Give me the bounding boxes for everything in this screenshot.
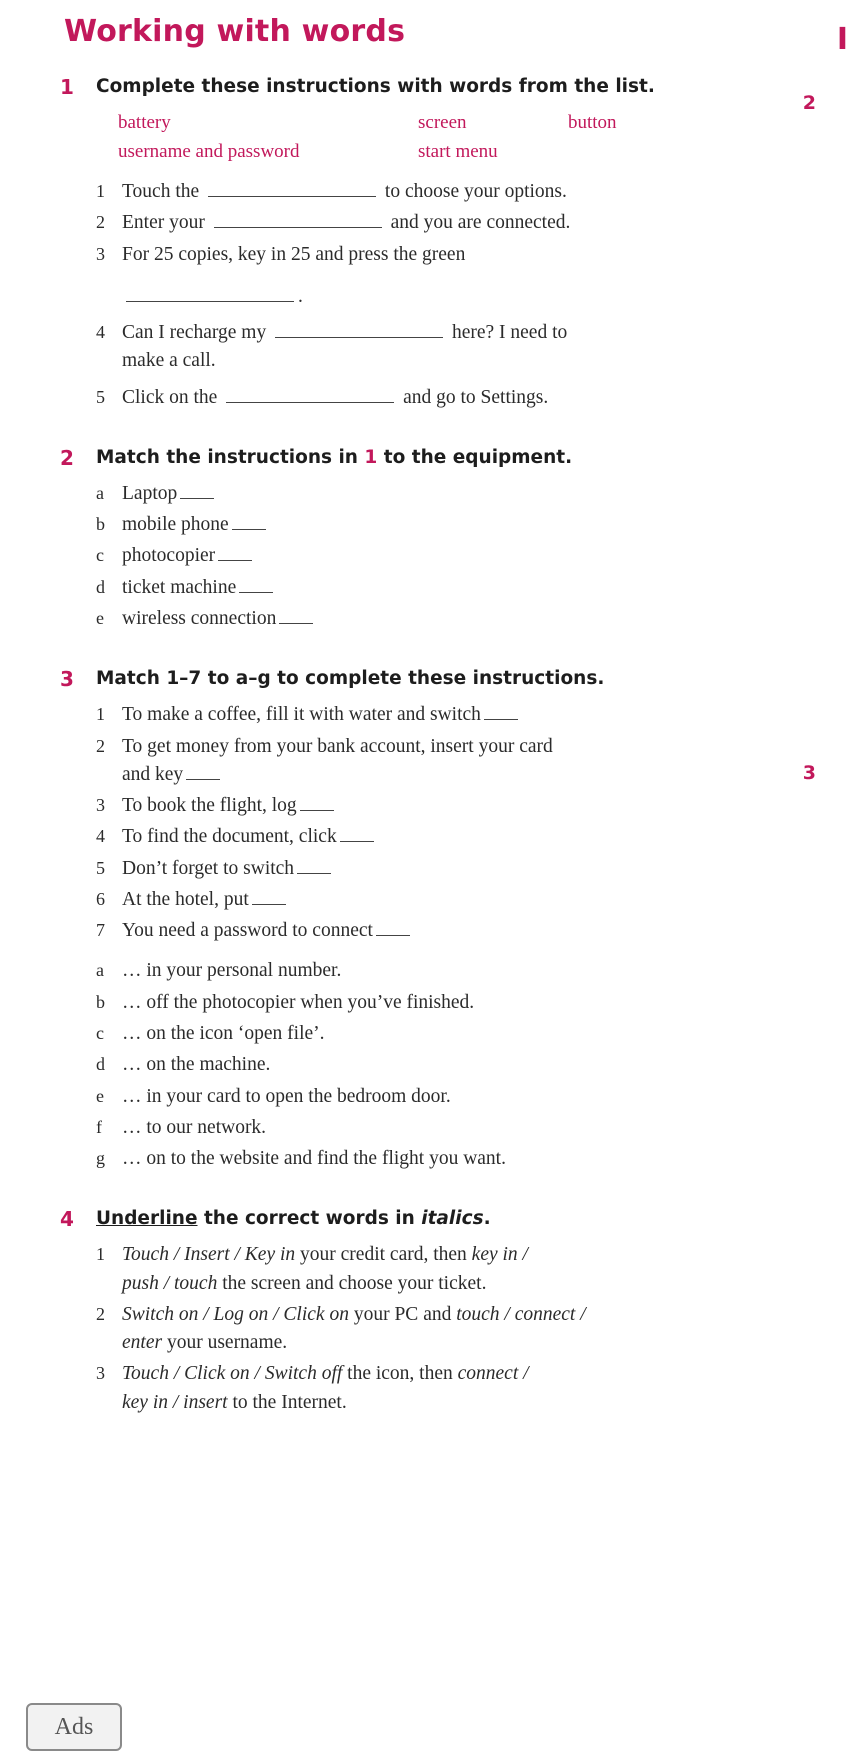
exercise-2 bbox=[60, 446, 760, 633]
list-item bbox=[96, 855, 760, 883]
heading-part-b: to the equipment. bbox=[377, 446, 573, 468]
answer-blank[interactable] bbox=[239, 577, 273, 593]
answer-blank[interactable] bbox=[275, 321, 443, 339]
item-label: a bbox=[96, 482, 104, 503]
list-item bbox=[96, 701, 760, 729]
list-item bbox=[96, 733, 760, 790]
item-text bbox=[122, 792, 760, 820]
list-item bbox=[96, 1241, 760, 1298]
right-column-title: I bbox=[836, 22, 848, 57]
item-label: f bbox=[96, 1116, 102, 1137]
item-label: g bbox=[96, 1148, 105, 1169]
list-item bbox=[96, 886, 760, 914]
item-label: 2 bbox=[96, 212, 105, 233]
answer-blank[interactable] bbox=[126, 284, 294, 302]
list-item bbox=[96, 792, 760, 820]
exercise-4-body bbox=[96, 1241, 760, 1417]
item-text bbox=[122, 1241, 760, 1298]
list-item bbox=[96, 542, 760, 570]
list-item bbox=[96, 319, 760, 376]
item-label: 3 bbox=[96, 795, 105, 816]
list-item bbox=[96, 241, 760, 312]
item-text-value: To book the flight, log bbox=[122, 795, 297, 817]
item-label: 5 bbox=[96, 857, 105, 878]
exercise-4 bbox=[60, 1207, 760, 1417]
item-second-line bbox=[122, 1270, 760, 1298]
item-second-line bbox=[122, 283, 760, 311]
item-label: a bbox=[96, 960, 104, 981]
item-label: c bbox=[96, 1022, 104, 1043]
answer-blank[interactable] bbox=[180, 483, 214, 499]
main-column bbox=[60, 14, 760, 1435]
word-bank-row bbox=[118, 109, 760, 138]
item-text-a: Can I recharge my bbox=[122, 322, 272, 344]
exercise-2-number: 2 bbox=[60, 445, 74, 470]
item-text-value: Don’t forget to switch bbox=[122, 857, 295, 879]
item-continuation bbox=[122, 761, 760, 789]
plain-text-a: your credit card, then bbox=[295, 1244, 472, 1266]
list-item bbox=[96, 384, 760, 412]
exercise-4-number: 4 bbox=[60, 1207, 74, 1232]
item-label: 2 bbox=[96, 1303, 105, 1324]
list-item bbox=[96, 1114, 760, 1142]
answer-blank[interactable] bbox=[297, 858, 331, 874]
item-label: 5 bbox=[96, 386, 105, 407]
italic-options-b[interactable]: connect / bbox=[457, 1363, 529, 1385]
item-text-value: mobile phone bbox=[122, 514, 229, 536]
answer-blank[interactable] bbox=[252, 889, 286, 905]
item-label: b bbox=[96, 991, 105, 1012]
list-item bbox=[96, 1145, 760, 1173]
item-text bbox=[122, 855, 760, 883]
item-label: 4 bbox=[96, 322, 105, 343]
item-label: e bbox=[96, 1085, 104, 1106]
item-text bbox=[122, 241, 760, 312]
item-text-a: Touch the bbox=[122, 181, 205, 203]
item-text-b: . bbox=[298, 285, 303, 307]
item-label: 1 bbox=[96, 704, 105, 725]
item-text bbox=[122, 209, 760, 237]
item-text-value: To make a coffee, fill it with water and switch bbox=[122, 704, 481, 726]
item-label: b bbox=[96, 514, 105, 535]
item-text bbox=[122, 178, 760, 206]
list-item bbox=[96, 1360, 760, 1417]
exercise-1-body bbox=[96, 109, 760, 412]
word-bank-item: battery bbox=[118, 112, 171, 134]
item-label: 3 bbox=[96, 1363, 105, 1384]
item-continuation-value: and key bbox=[122, 763, 184, 785]
italic-options-c[interactable]: push / touch bbox=[122, 1272, 218, 1294]
item-text bbox=[122, 1301, 760, 1358]
answer-blank[interactable] bbox=[279, 608, 313, 624]
item-text bbox=[122, 384, 760, 412]
item-text bbox=[122, 574, 760, 602]
list-item bbox=[96, 957, 760, 985]
item-text-b: and you are connected. bbox=[385, 212, 571, 234]
answer-blank[interactable] bbox=[300, 796, 334, 812]
plain-text-b: to the Internet. bbox=[227, 1391, 347, 1413]
item-text-value: To get money from your bank account, insert your card bbox=[122, 735, 553, 757]
item-label: d bbox=[96, 576, 105, 597]
item-text-b: and go to Settings. bbox=[398, 386, 549, 408]
ads-badge[interactable]: Ads bbox=[26, 1703, 122, 1751]
item-text: … off the photocopier when you’ve finished. bbox=[122, 991, 475, 1013]
list-item bbox=[96, 605, 760, 633]
item-text-value: wireless connection bbox=[122, 608, 277, 630]
item-text-a: For 25 copies, key in 25 and press the green bbox=[122, 243, 466, 265]
item-text-value: ticket machine bbox=[122, 576, 237, 598]
italic-options-b[interactable]: key in / bbox=[471, 1244, 528, 1266]
item-label: 1 bbox=[96, 1244, 105, 1265]
plain-text-a: the icon, then bbox=[342, 1363, 458, 1385]
item-text bbox=[122, 542, 760, 570]
list-item bbox=[96, 1301, 760, 1358]
answer-blank[interactable] bbox=[340, 827, 374, 843]
item-text-a: Enter your bbox=[122, 212, 210, 234]
list-item bbox=[96, 823, 760, 851]
item-text bbox=[122, 480, 760, 508]
italic-options-c[interactable]: enter bbox=[122, 1332, 163, 1354]
item-text: … in your card to open the bedroom door. bbox=[122, 1085, 451, 1107]
item-text bbox=[122, 701, 760, 729]
heading-ref: 1 bbox=[364, 446, 378, 468]
item-text bbox=[122, 886, 760, 914]
word-bank-row bbox=[118, 138, 760, 167]
list-item bbox=[96, 574, 760, 602]
item-text bbox=[122, 511, 760, 539]
list-item bbox=[96, 511, 760, 539]
italic-options-a[interactable]: Touch / Insert / Key in bbox=[122, 1244, 296, 1266]
list-item bbox=[96, 1020, 760, 1048]
exercise-1 bbox=[60, 75, 760, 412]
exercise-1-number: 1 bbox=[60, 75, 74, 99]
list-item bbox=[96, 480, 760, 508]
heading-end: . bbox=[483, 1208, 491, 1230]
item-label: e bbox=[96, 608, 104, 629]
word-bank bbox=[118, 109, 760, 166]
italic-options-a[interactable]: Touch / Click on / Switch off bbox=[122, 1363, 343, 1385]
list-item bbox=[96, 989, 760, 1017]
item-label: c bbox=[96, 545, 104, 566]
right-marker-2: 3 bbox=[802, 762, 816, 784]
item-label: 6 bbox=[96, 888, 105, 909]
item-continuation: make a call. bbox=[122, 350, 216, 372]
item-text-value: Laptop bbox=[122, 482, 178, 504]
answer-blank[interactable] bbox=[226, 385, 394, 403]
item-text bbox=[122, 1360, 760, 1417]
exercise-3-heading: Match 1–7 to a–g to complete these instructions. bbox=[96, 668, 605, 690]
list-item bbox=[96, 1051, 760, 1079]
plain-text-b: your username. bbox=[162, 1332, 288, 1354]
exercise-3 bbox=[60, 667, 760, 1173]
word-bank-item: button bbox=[568, 112, 617, 134]
heading-mid: the correct words in bbox=[197, 1208, 422, 1230]
word-bank-item: start menu bbox=[418, 140, 498, 162]
italic-options-b[interactable]: touch / connect / bbox=[456, 1303, 586, 1325]
item-second-line bbox=[122, 1329, 760, 1357]
answer-blank[interactable] bbox=[186, 764, 220, 780]
answer-blank[interactable] bbox=[232, 515, 266, 531]
item-label: 3 bbox=[96, 243, 105, 264]
item-text bbox=[122, 823, 760, 851]
item-text-value: To find the document, click bbox=[122, 826, 337, 848]
item-text: … to our network. bbox=[122, 1116, 267, 1138]
item-label: d bbox=[96, 1054, 105, 1075]
list-item bbox=[96, 209, 760, 237]
heading-part-a: Match the instructions in bbox=[96, 446, 365, 468]
answer-blank[interactable] bbox=[484, 705, 518, 721]
item-text: … on to the website and find the flight you want. bbox=[122, 1148, 506, 1170]
list-item bbox=[96, 1083, 760, 1111]
item-text-a: Click on the bbox=[122, 386, 223, 408]
item-text bbox=[122, 319, 760, 376]
italic-options-a[interactable]: Switch on / Log on / Click on bbox=[122, 1303, 349, 1325]
heading-underline-word: Underline bbox=[96, 1208, 198, 1230]
item-label: 4 bbox=[96, 826, 105, 847]
item-label: 1 bbox=[96, 181, 105, 202]
item-text-b: here? I need to bbox=[447, 322, 568, 344]
answer-blank[interactable] bbox=[214, 211, 382, 229]
word-bank-item: username and password bbox=[118, 140, 300, 162]
item-text: … on the icon ‘open file’. bbox=[122, 1022, 325, 1044]
item-text-value: You need a password to connect bbox=[122, 920, 373, 942]
item-text-value: At the hotel, put bbox=[122, 888, 249, 910]
list-item bbox=[96, 917, 760, 945]
item-text bbox=[122, 917, 760, 945]
item-label: 7 bbox=[96, 920, 105, 941]
exercise-1-heading: Complete these instructions with words from the list. bbox=[96, 76, 655, 97]
exercise-3-body bbox=[96, 701, 760, 1173]
exercise-4-heading bbox=[96, 1207, 760, 1231]
item-label: 2 bbox=[96, 735, 105, 756]
page-title: Working with words bbox=[64, 14, 406, 49]
list-item bbox=[96, 178, 760, 206]
word-bank-item: screen bbox=[418, 112, 467, 134]
item-text bbox=[122, 733, 760, 790]
exercise-2-heading bbox=[96, 446, 760, 470]
answer-blank[interactable] bbox=[218, 546, 252, 562]
item-text-value: photocopier bbox=[122, 545, 216, 567]
plain-text-a: your PC and bbox=[348, 1303, 457, 1325]
answer-blank[interactable] bbox=[208, 179, 376, 197]
right-marker-1: 2 bbox=[802, 92, 816, 114]
answer-blank[interactable] bbox=[376, 921, 410, 937]
item-text bbox=[122, 605, 760, 633]
item-text: … in your personal number. bbox=[122, 960, 342, 982]
item-text: … on the machine. bbox=[122, 1054, 271, 1076]
exercise-3-number: 3 bbox=[60, 667, 74, 692]
exercise-2-body bbox=[96, 480, 760, 633]
italic-options-c[interactable]: key in / insert bbox=[122, 1391, 228, 1413]
plain-text-b: the screen and choose your ticket. bbox=[217, 1272, 487, 1294]
heading-italic: italics bbox=[421, 1208, 484, 1230]
item-text-b: to choose your options. bbox=[380, 181, 567, 203]
item-second-line bbox=[122, 1389, 760, 1417]
